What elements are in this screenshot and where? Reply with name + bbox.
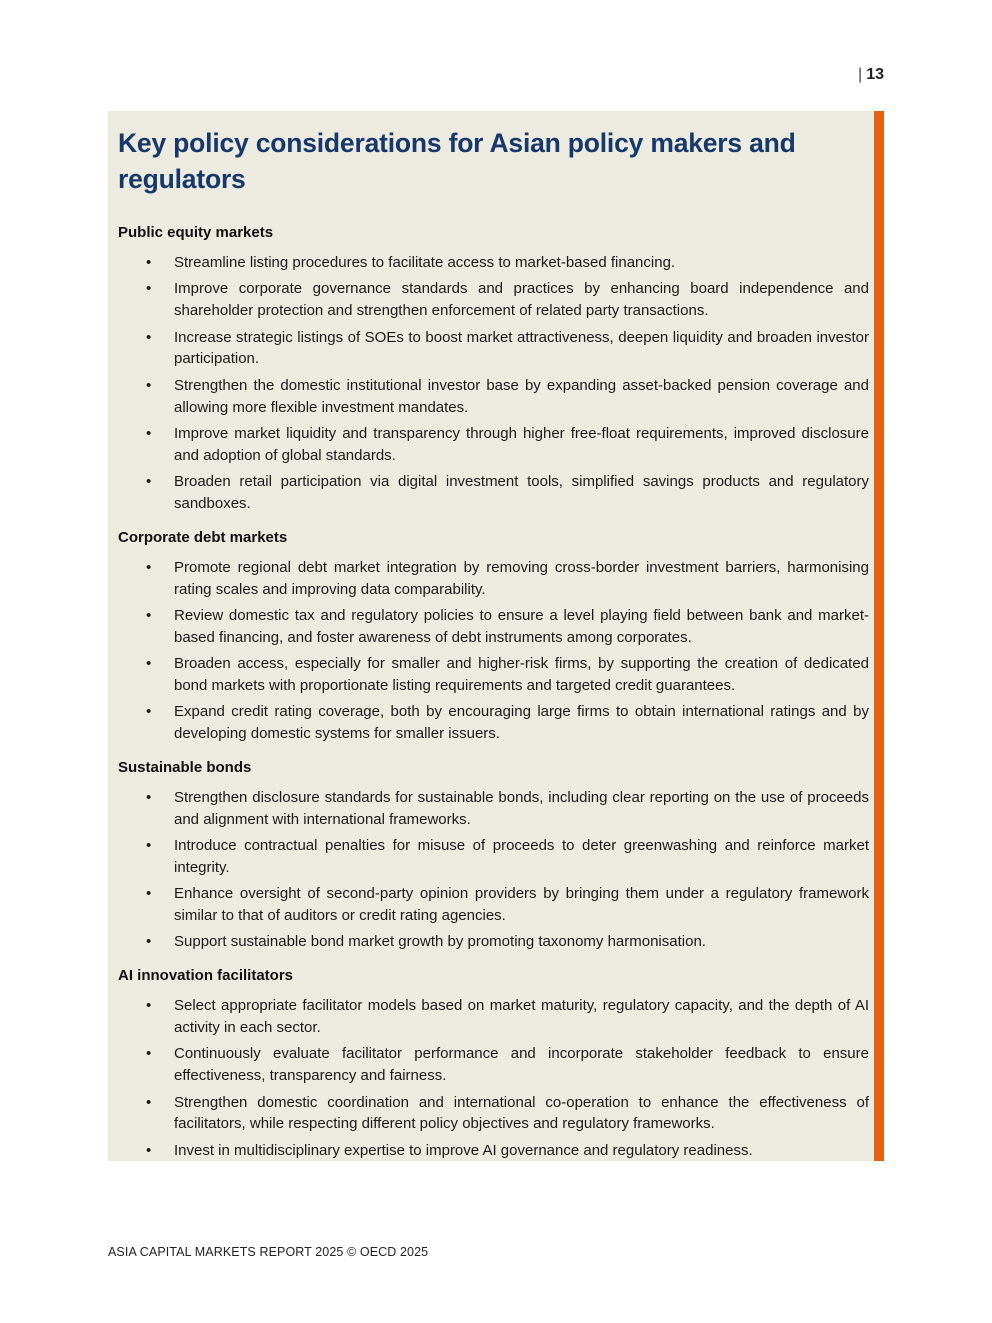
list-item: [118, 375, 869, 419]
bullet-icon: •: [146, 837, 152, 855]
list-item-text: Strengthen disclosure standards for sustainable bonds, including clear reporting on the use of proceeds and alignment with international frameworks.: [174, 788, 869, 828]
bullet-list: [118, 787, 869, 953]
list-item: [118, 252, 869, 274]
bullet-icon: •: [146, 606, 152, 624]
list-item-text: Select appropriate facilitator models based on market maturity, regulatory capacity, and the depth of AI activity in each sector.: [174, 997, 869, 1037]
list-item-text: Improve market liquidity and transparency through higher free-float requirements, improved disclosure and adoption of global standards.: [174, 424, 869, 464]
list-item-text: Broaden access, especially for smaller and higher-risk firms, by supporting the creation of dedicated bond markets with proportionate listing requirements and targeted credit guarantees.: [174, 655, 869, 694]
section-public-equity-markets: [118, 223, 869, 515]
list-item-text: Broaden retail participation via digital investment tools, simplified savings products and regulatory sandboxes.: [174, 473, 869, 512]
page-number-value: 13: [866, 66, 884, 83]
section-heading: Public equity markets: [118, 224, 274, 241]
list-item: [118, 327, 869, 371]
bullet-icon: •: [146, 655, 152, 673]
list-item-text: Improve corporate governance standards and practices by enhancing board independence and shareholder protection and strengthen enforcement of related party transactions.: [174, 280, 869, 320]
bullet-icon: •: [146, 788, 152, 806]
bullet-icon: •: [146, 254, 152, 271]
list-item-text: Expand credit rating coverage, both by encouraging large firms to obtain international ratings and by developing domestic systems for smaller issuers.: [174, 703, 869, 743]
policy-box-content: [108, 111, 874, 1162]
bullet-icon: •: [146, 997, 152, 1015]
bullet-icon: •: [146, 1141, 152, 1159]
bullet-icon: •: [146, 1093, 152, 1111]
bullet-icon: •: [146, 703, 152, 721]
list-item-text: Continuously evaluate facilitator performance and incorporate stakeholder feedback to ensure effectiveness, transparency and fairness.: [174, 1045, 869, 1085]
bullet-list: [118, 557, 869, 745]
list-item: [118, 1092, 869, 1136]
list-item: [118, 931, 869, 953]
bullet-icon: •: [146, 473, 152, 491]
section-heading: AI innovation facilitators: [118, 967, 294, 985]
bullet-icon: •: [146, 933, 152, 951]
list-item-text: Increase strategic listings of SOEs to boost market attractiveness, deepen liquidity and broaden investor participation.: [174, 328, 869, 368]
bullet-icon: •: [146, 1045, 152, 1063]
bullet-icon: •: [146, 424, 152, 442]
list-item: [118, 471, 869, 515]
list-item: [118, 278, 869, 322]
bullet-icon: •: [146, 558, 152, 576]
page-number-separator: |: [858, 66, 863, 83]
list-item-text: Strengthen the domestic institutional investor base by expanding asset-backed pension coverage and allowing more flexible investment mandates.: [174, 376, 869, 416]
bullet-list: [118, 252, 869, 515]
section-corporate-debt-markets: [118, 528, 869, 745]
list-item-text: Strengthen domestic coordination and international co-operation to enhance the effectiveness of facilitators, while respecting different policy objectives and regulatory frameworks.: [174, 1093, 869, 1133]
section-heading: Corporate debt markets: [118, 528, 288, 546]
list-item-text: Support sustainable bond market growth by promoting taxonomy harmonisation.: [174, 933, 706, 951]
page-number: [858, 66, 884, 84]
list-item: [118, 787, 869, 831]
bullet-icon: •: [146, 328, 152, 346]
section-heading: Sustainable bonds: [118, 758, 252, 776]
section-sustainable-bonds: [118, 758, 869, 953]
list-item: [118, 883, 869, 927]
list-item: [118, 605, 869, 649]
bullet-icon: •: [146, 885, 152, 903]
list-item-text: Enhance oversight of second-party opinion providers by bringing them under a regulatory framework similar to that of auditors or credit rating agencies.: [174, 885, 869, 925]
policy-box: [108, 111, 884, 1161]
list-item-text: Introduce contractual penalties for misuse of proceeds to deter greenwashing and reinforce market integrity.: [174, 837, 869, 876]
list-item: [118, 995, 869, 1039]
bullet-icon: •: [146, 280, 152, 298]
list-item-text: Review domestic tax and regulatory policies to ensure a level playing field between bank and market-based financing, and foster awareness of debt instruments among corporates.: [174, 606, 869, 646]
list-item: [118, 557, 869, 601]
list-item: [118, 653, 869, 697]
list-item: [118, 701, 869, 745]
section-ai-innovation-facilitators: [118, 966, 869, 1161]
bullet-list: [118, 995, 869, 1161]
page-footer: ASIA CAPITAL MARKETS REPORT 2025 © OECD 2025: [108, 1245, 429, 1259]
list-item: [118, 835, 869, 879]
box-title: Key policy considerations for Asian policy makers and regulators: [118, 128, 796, 194]
list-item: [118, 423, 869, 467]
list-item-text: Streamline listing procedures to facilitate access to market-based financing.: [174, 254, 676, 271]
list-item-text: Invest in multidisciplinary expertise to improve AI governance and regulatory readiness.: [174, 1141, 753, 1159]
bullet-icon: •: [146, 376, 152, 394]
list-item-text: Promote regional debt market integration by removing cross-border investment barriers, harmonising rating scales and improving data comparability.: [174, 558, 869, 598]
list-item: [118, 1140, 869, 1162]
list-item: [118, 1043, 869, 1087]
